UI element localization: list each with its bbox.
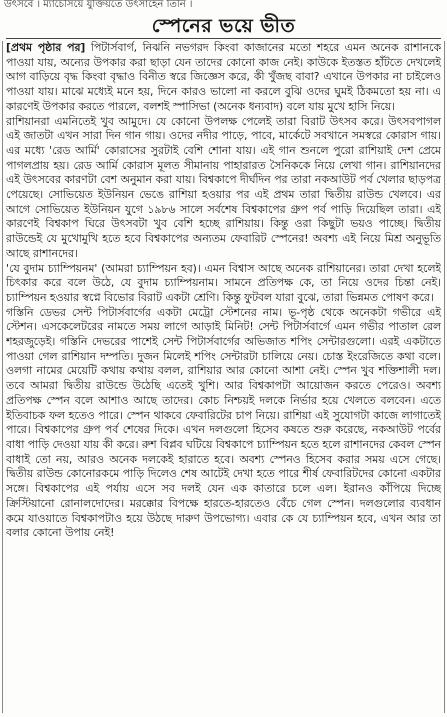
article-body [6, 41, 441, 713]
continuation-dateline: [প্রথম পৃষ্ঠার পর] [6, 41, 86, 54]
paragraph-1 [6, 41, 441, 115]
paragraph-text: পিটার্সবার্গ, নিঝনি নভগরদ কিংবা কাজানের মতো শহরে এমন অনেক রাশানকে পাওয়া যায়, অন্যের উপকার করা ছাড়া যেন তাদের কোনো কাজ নেই। কাউকে ইতস্তত হাঁটতে দেখলেই আগ বাড়িয়ে বৃদ্ধ কিংবা বৃদ্ধাও বিনীত স্বরে জিজ্ঞেস করে, কী খুঁজছ বাবা? এখানে উপকার না চাইলেও পাওয়া যায়। মাঝে মধ্যেই মনে হয়, দিনে কারও ভালো না করলে বুঝি ওদের ঘুমই ঠিকমতো হয় না। এ কারণেই উপকার করতে পারলে, বলশই স্পাসিভা (অনেক ধন্যবাদ) বলে যায় মুখে হাসি নিয়ে। [6, 41, 441, 113]
paragraph-2: রাশিয়ানরা এমনিতেই খুব আমুদে। যে কোনো উপলক্ষ পেলেই তারা বিরাট উৎসব করে। উৎসবপাগল এই জাতটা এখন সারা দিন গান গায়। ওদের নদীর পাড়ে, পাবে, মার্কেটে সবখানে সমস্বরে কোরাস গায়। এর মধ্যে 'রেড আর্মি' কোরাসের সুরটাই বেশি শোনা যায়। এই গান শুনলে পুরো রাশিয়াই দেশ প্রেমে পাগলপ্রায় হয়। রেড আর্মি কোরাস মূলত সীমানায় পাহারারত সৈনিককে নিয়ে লেখা গান। রাশিয়ানদের এই উৎসবের কারণটা বেশ অনুমান করা যায়। বিশ্বকাপে দীর্ঘদিন পর তারা নকআউট পর্ব খেলার ছাড়পত্র পেয়েছে। সোভিয়েত ইউনিয়ন ভেঙে রাশিয়া হওয়ার পর এই প্রথম তারা দ্বিতীয় রাউন্ড খেলবে। এর আগে সোভিয়েত ইউনিয়ন যুগে ১৯৮৬ সালে সর্বশেষ বিশ্বকাপের গ্রুপ পর্ব পাড়ি দিয়েছিল তারা। এই কারণেই বিশ্বকাপ ঘিরে উৎসবটা খুব বেশি হচ্ছে রাশিয়ায়। কিন্তু ওরা কিছুটা ভয়ও পাচ্ছে। দ্বিতীয় রাউন্ডেই যে মুখোমুখি হতে হবে বিশ্বকাপের অন্যতম ফেবারিট স্পেনের! অবশ্য এই নিয়ে মিশ্র অনুভূতি আছে রাশানদের। [6, 114, 441, 260]
paragraph-4: গস্তিনি ডেভর সেন্ট পিটার্সবার্গের একটা মেট্রো স্টেশনের নাম। ভূ-পৃষ্ঠ থেকে অনেকটা গভীরে এই স্টেশন। এসকেলেটরের নামতে সময় লাগে আড়াই মিনিট! সেন্ট পিটার্সবার্গে এমন গভীর পাতাল রেল শহরজুড়েই। গস্তিনি দেভরের পাশেই সেন্ট পিটার্সবার্গের অভিজাত শপিং সেন্টারগুলো। এরই একটাতে পাওয়া গেল রাশিয়ান দম্পতি। দুজন মিলেই শপিং সেন্টারটা চালিয়ে নেয়। চোস্ত ইংরেজিতে কথা বলে। ওলগা নামের মেয়েটি কথায় কথায় বলল, রাশিয়ার আর কোনো আশা নেই। স্পেন খুব শক্তিশালী দল। তবে আমরা দ্বিতীয় রাউন্ডে উঠেছি এতেই খুশি। আর বিশ্বকাপটা আয়োজন করতে পেরেও। অবশ্য প্রতিপক্ষ স্পেন বলে আশাও আছে তাদের। কোচ নিশ্চয়ই দলকে নির্ভার হয়ে খেলতে বলবেন। এতে ইতিবাচক ফল হতেও পারে। স্পেন থাকবে ফেবারিটের চাপ নিয়ে। রাশিয়া এই সুযোগটা কাজে লাগাতেই পারে। বিশ্বকাপের গ্রুপ পর্ব শেষের দিকে। এখন দলগুলো হিসেব কষতে শুরু করেছে, নকআউট পর্বের বাধা পাড়ি দেওয়া যায় কী করে। রুশ বিপ্লব ঘটিয়ে বিশ্বকাপে চ্যাম্পিয়ন হতে হলে রাশানদের কেবল স্পেন বাধাই তো নয়, আরও অনেক দলকেই হারাতে হবে। অবশ্য স্পেনও হিসেব করার সময় এসে গেছে। দ্বিতীয় রাউন্ড কোনোরকমে পাড়ি দিলেও শেষ আটেই দেখা হতে পারে শীর্ষ ফেবারিটদের কোনো একটার সঙ্গে। বিশ্বকাপের এই পর্যায় এসে সব দলই যেন এক কাতারে চলে এল। ইরানও কাঁপিয়ে দিচ্ছে ক্রিস্টিয়ানো রোনালদোদের। মরক্কোর বিপক্ষে হারতে-হারতেও বেঁচে গেল স্পেন। দলগুলোর ব্যবধান কমে যাওয়াতে বিশ্বকাপটাও হয়ে উঠছে দারুণ উপভোগ্য। এবার কে যে চ্যাম্পিয়ন হবে, এখন আর তা বলার কোনো উপায় নেই! [6, 305, 441, 540]
right-border-rule [444, 41, 445, 713]
cut-off-previous-text: উৎসবে । ম্যাচেসিয়ে যুক্তিয়তে উৎসাহেন তিনি । [4, 0, 193, 10]
paragraph-3: 'যে বুদাম চ্যাম্পিয়নম' (আমরা চ্যাম্পিয়ন হব)। এমন বিশ্বাস আছে অনেক রাশিয়ানের। তারা দেখা হলেই চিৎকার করে বলে উঠে, যে বুদাম চ্যাম্পিয়নাম। সামনে প্রতিপক্ষ কে, তা নিয়ে ওদের চিন্তা নেই। চ্যাম্পিয়ন হওয়ার স্বপ্নে বিভোর বিরাট একটা শ্রেণি। কিন্তু ফুটবল যারা বুঝে, তারা ভিন্নমত পোষণ করে। [6, 261, 441, 304]
article-headline: স্পেনের ভয়ে ভীত [151, 15, 296, 37]
left-border-rule [2, 41, 3, 713]
headline-divider [6, 38, 441, 39]
